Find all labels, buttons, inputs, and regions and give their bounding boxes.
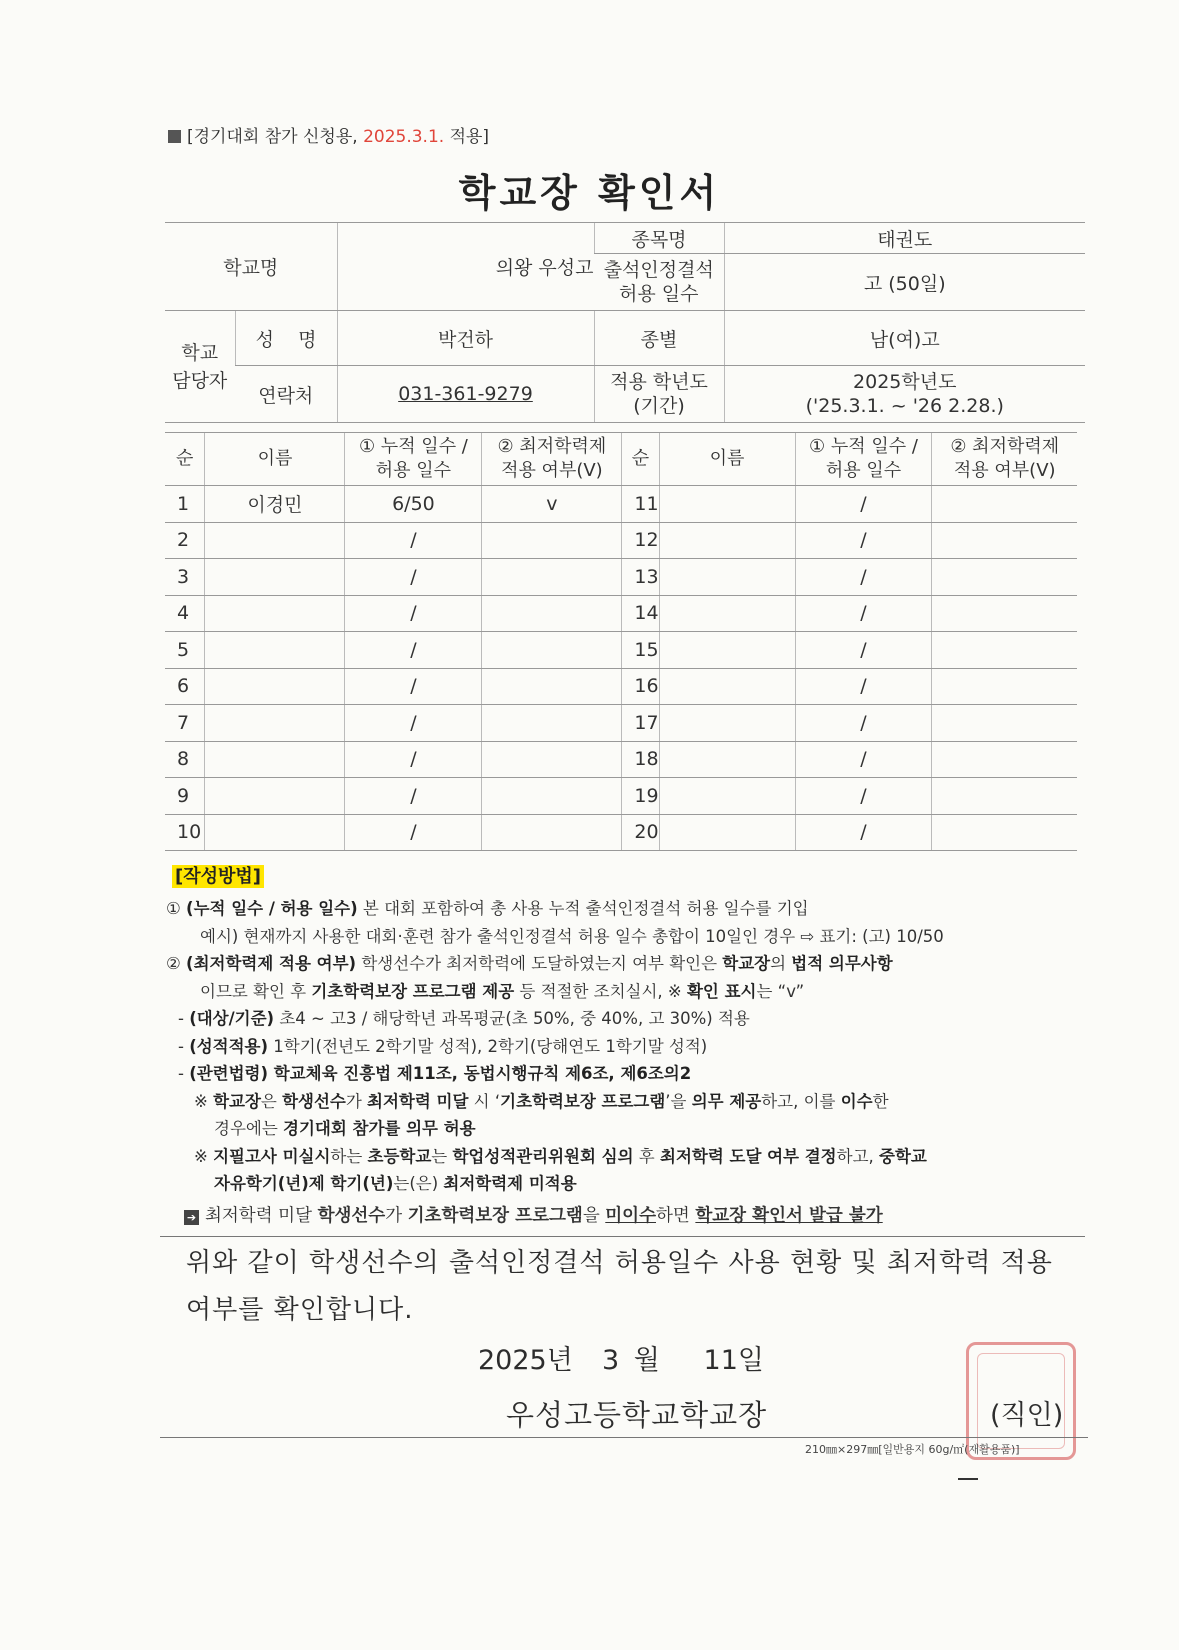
header-name: 이름 — [205, 433, 345, 486]
roster-table — [165, 432, 1077, 851]
student-name — [659, 522, 795, 559]
days-value: / — [345, 595, 482, 632]
min-check — [482, 778, 622, 815]
instruction-line: 예시) 현재까지 사용한 대회·훈련 참가 출석인정결석 허용 일수 총합이 10일인 경우 ⇨ 표기: (고) 10/50 — [200, 926, 944, 946]
school-value: 의왕 우성고 — [337, 223, 594, 311]
min-check — [932, 559, 1077, 596]
allowed-days-value: 고 (50일) — [724, 254, 1085, 311]
student-name — [205, 595, 345, 632]
notice-date: 2025.3.1. — [363, 127, 445, 147]
phone-number: 031-361-9279 — [398, 383, 533, 405]
days-value: / — [795, 486, 932, 523]
days-value: / — [795, 814, 932, 851]
min-check — [482, 705, 622, 742]
square-bullet-icon — [168, 130, 181, 143]
roster-header — [165, 433, 1077, 486]
table-row — [165, 705, 1077, 742]
min-check — [482, 522, 622, 559]
days-value: / — [795, 632, 932, 669]
min-check — [482, 668, 622, 705]
header-name: 이름 — [659, 433, 795, 486]
days-value: / — [345, 632, 482, 669]
row-number: 18 — [622, 741, 659, 778]
year-label: 적용 학년도 (기간) — [594, 366, 724, 423]
table-row — [165, 522, 1077, 559]
days-value: / — [345, 778, 482, 815]
student-name — [659, 668, 795, 705]
issue-date: 2025년 3 월 11일 — [478, 1345, 764, 1376]
table-row — [165, 486, 1077, 523]
days-value: / — [795, 522, 932, 559]
row-number: 19 — [622, 778, 659, 815]
days-value: / — [345, 705, 482, 742]
days-value: / — [795, 668, 932, 705]
days-value: / — [795, 705, 932, 742]
instruction-line: 자유학기(년)제 학기(년)는(은) 최저학력제 미적용 — [214, 1174, 577, 1193]
row-number: 2 — [165, 522, 205, 559]
sport-value: 태권도 — [724, 223, 1085, 254]
row-number: 1 — [165, 486, 205, 523]
student-name — [659, 595, 795, 632]
min-check — [932, 741, 1077, 778]
arrow-box-icon: ➔ — [184, 1210, 199, 1225]
method-heading: [작성방법] — [172, 862, 264, 888]
days-value: / — [795, 559, 932, 596]
header-days: ① 누적 일수 / 허용 일수 — [795, 433, 932, 486]
table-row — [165, 741, 1077, 778]
confirmation-statement: 위와 같이 학생선수의 출석인정결석 허용일수 사용 현황 및 최저학력 적용 여부를 확인합니다. — [186, 1248, 1053, 1325]
min-check — [482, 632, 622, 669]
row-number: 20 — [622, 814, 659, 851]
document-title: 학교장 확인서 — [458, 171, 721, 215]
instruction-line: 이므로 확인 후 기초학력보장 프로그램 제공 등 적절한 조치실시, ※ 확인 표시는 “v” — [200, 981, 805, 1001]
row-number: 5 — [165, 632, 205, 669]
table-row — [165, 559, 1077, 596]
divider — [160, 1437, 1088, 1438]
row-number: 8 — [165, 741, 205, 778]
student-name — [205, 778, 345, 815]
days-value: / — [345, 559, 482, 596]
roster-body — [165, 486, 1077, 851]
student-name — [205, 559, 345, 596]
min-check — [932, 632, 1077, 669]
instruction-line: 경우에는 경기대회 참가를 의무 허용 — [214, 1119, 476, 1138]
min-check — [482, 814, 622, 851]
student-name — [205, 668, 345, 705]
row-number: 13 — [622, 559, 659, 596]
instruction-line: - (대상/기준) 초4 ~ 고3 / 해당학년 과목평균(초 50%, 중 40%, 고 30%) 적용 — [178, 1009, 750, 1028]
year-value: 2025학년도 ('25.3.1. ~ '26 2.28.) — [724, 366, 1085, 423]
min-check: v — [482, 486, 622, 523]
instruction-line: - (성적적용) 1학기(전년도 2학기말 성적), 2학기(당해연도 1학기말 성적) — [178, 1036, 708, 1056]
days-value: / — [795, 595, 932, 632]
table-row — [165, 632, 1077, 669]
student-name — [659, 486, 795, 523]
student-name: 이경민 — [205, 486, 345, 523]
student-name — [659, 705, 795, 742]
row-number: 14 — [622, 595, 659, 632]
name-label: 성 명 — [235, 311, 337, 366]
gender-label: 종별 — [594, 311, 724, 366]
student-name — [205, 814, 345, 851]
divider — [958, 1478, 978, 1480]
min-check — [932, 595, 1077, 632]
instruction-line: - (관련법령) 학교체육 진흥법 제11조, 동법시행규칙 제6조, 제6조의2 — [178, 1064, 692, 1083]
table-row — [165, 778, 1077, 815]
row-number: 12 — [622, 522, 659, 559]
sport-label: 종목명 — [594, 223, 724, 254]
min-check — [482, 595, 622, 632]
row-number: 10 — [165, 814, 205, 851]
instruction-line: ※ 지필고사 미실시하는 초등학교는 학업성적관리위원회 심의 후 최저학력 도달 여부 결정하고, 중학교 — [194, 1146, 927, 1166]
header-min: ② 최저학력제 적용 여부(V) — [482, 433, 622, 486]
days-value: / — [795, 778, 932, 815]
instruction-line: ① (누적 일수 / 허용 일수) 본 대회 포함하여 총 사용 누적 출석인정결석 허용 일수를 기입 — [166, 899, 809, 918]
allowed-days-label: 출석인정결석 허용 일수 — [594, 254, 724, 311]
table-row — [165, 668, 1077, 705]
row-number: 6 — [165, 668, 205, 705]
min-check — [482, 559, 622, 596]
method-instructions — [166, 895, 1086, 1198]
header-days: ① 누적 일수 / 허용 일수 — [345, 433, 482, 486]
paper-spec: 210㎜×297㎜[일반용지 60g/㎡(재활용품)] — [805, 1443, 1020, 1456]
row-number: 11 — [622, 486, 659, 523]
min-check — [932, 522, 1077, 559]
manager-label: 학교 담당자 — [165, 311, 235, 423]
instruction-line: ② (최저학력제 적용 여부) 학생선수가 최저학력에 도달하였는지 여부 확인은 학교장의 법적 의무사항 — [166, 954, 893, 973]
days-value: / — [345, 814, 482, 851]
header-no: 순 — [165, 433, 205, 486]
row-number: 3 — [165, 559, 205, 596]
student-name — [205, 741, 345, 778]
min-check — [932, 814, 1077, 851]
seal-label: (직인) — [990, 1400, 1064, 1431]
gender-value: 남(여)고 — [724, 311, 1085, 366]
min-check — [932, 486, 1077, 523]
name-value: 박건하 — [337, 311, 594, 366]
contact-label: 연락처 — [235, 366, 337, 423]
table-row — [165, 814, 1077, 851]
warning-line: ➔ 최저학력 미달 학생선수가 기초학력보장 프로그램을 미이수하면 학교장 확인서 발급 불가 — [184, 1202, 883, 1227]
table-row — [165, 595, 1077, 632]
row-number: 7 — [165, 705, 205, 742]
divider — [160, 1236, 1085, 1237]
min-check — [932, 668, 1077, 705]
header-no: 순 — [622, 433, 659, 486]
row-number: 17 — [622, 705, 659, 742]
notice-line: [경기대회 참가 신청용, 2025.3.1. 적용] — [168, 122, 489, 147]
min-check — [932, 705, 1077, 742]
student-name — [659, 814, 795, 851]
min-check — [932, 778, 1077, 815]
student-name — [205, 705, 345, 742]
days-value: / — [795, 741, 932, 778]
row-number: 16 — [622, 668, 659, 705]
info-grid — [165, 222, 1085, 423]
student-name — [205, 522, 345, 559]
student-name — [659, 632, 795, 669]
student-name — [659, 778, 795, 815]
days-value: 6/50 — [345, 486, 482, 523]
student-name — [659, 741, 795, 778]
min-check — [482, 741, 622, 778]
row-number: 15 — [622, 632, 659, 669]
school-label: 학교명 — [165, 223, 337, 311]
row-number: 4 — [165, 595, 205, 632]
row-number: 9 — [165, 778, 205, 815]
contact-value — [337, 366, 594, 423]
principal-title: 우성고등학교학교장 — [506, 1398, 768, 1432]
days-value: / — [345, 668, 482, 705]
student-name — [659, 559, 795, 596]
days-value: / — [345, 741, 482, 778]
instruction-line: ※ 학교장은 학생선수가 최저학력 미달 시 ‘기초학력보장 프로그램’을 의무 제공하고, 이를 이수한 — [194, 1091, 889, 1111]
student-name — [205, 632, 345, 669]
header-min: ② 최저학력제 적용 여부(V) — [932, 433, 1077, 486]
days-value: / — [345, 522, 482, 559]
